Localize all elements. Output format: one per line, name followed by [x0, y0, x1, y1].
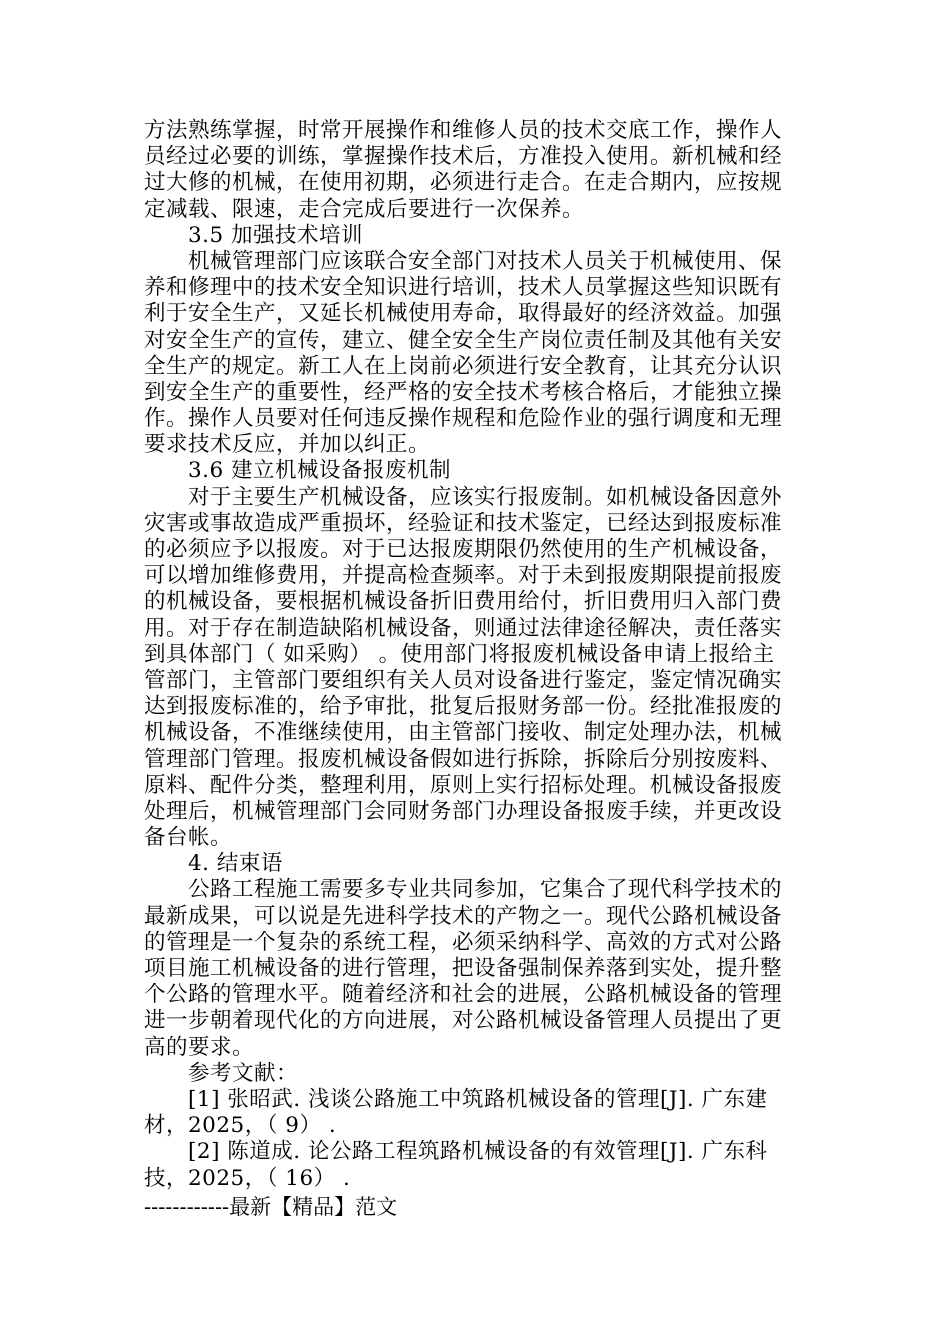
- text-line: 达到报废标准的，给予审批，批复后报财务部一份。经批准报废的: [144, 694, 783, 720]
- text-line: 管理部门管理。报废机械设备假如进行拆除，拆除后分别按废料、: [144, 746, 783, 772]
- text-line: [1] 张昭武. 浅谈公路施工中筑路机械设备的管理[J]. 广东建: [188, 1086, 768, 1112]
- text-line: 管部门，主管部门要组织有关人员对设备进行鉴定，鉴定情况确实: [144, 667, 783, 693]
- text-line: 最新成果，可以说是先进科学技术的产物之一。现代公路机械设备: [144, 903, 783, 929]
- text-line: 的必须应予以报废。对于已达报废期限仍然使用的生产机械设备，: [144, 537, 783, 562]
- text-line: 材，2025，（ 9） .: [144, 1113, 337, 1139]
- text-line: 可以增加维修费用，并提高检查频率。对于未到报废期限提前报废: [144, 563, 783, 589]
- text-line: 4. 结束语: [188, 851, 283, 877]
- text-line: 对于主要生产机械设备，应该实行报废制。如机械设备因意外: [188, 484, 783, 510]
- text-line: 项目施工机械设备的进行管理，把设备强制保养落到实处，提升整: [144, 956, 783, 981]
- text-line: 过大修的机械，在使用初期，必须进行走合。在走合期内，应按规: [144, 170, 783, 196]
- text-line: 机械设备，不准继续使用，由主管部门接收、制定处理办法，机械: [144, 720, 783, 746]
- text-line: 作。操作人员要对任何违反操作规程和危险作业的强行调度和无理: [144, 406, 783, 432]
- text-line: 的管理是一个复杂的系统工程，必须采纳科学、高效的方式对公路: [144, 929, 783, 955]
- text-line: 进一步朝着现代化的方向进展，对公路机械设备管理人员提出了更: [144, 1008, 783, 1034]
- text-line: [2] 陈道成. 论公路工程筑路机械设备的有效管理[J]. 广东科: [188, 1139, 768, 1165]
- text-line: 公路工程施工需要多专业共同参加，它集合了现代科学技术的: [188, 877, 783, 903]
- document-body: [144, 118, 806, 1192]
- text-line: 员经过必要的训练，掌握操作技术后，方准投入使用。新机械和经: [144, 144, 783, 170]
- text-line: 要求技术反应，并加以纠正。: [144, 432, 431, 458]
- text-line: 个公路的管理水平。随着经济和社会的进展，公路机械设备的管理: [144, 982, 783, 1008]
- text-line: 参考文献：: [188, 1060, 299, 1086]
- text-line: 3.6 建立机械设备报废机制: [188, 458, 452, 484]
- text-line: 灾害或事故造成严重损坏，经验证和技术鉴定，已经达到报废标准: [144, 510, 783, 536]
- text-line: 养和修理中的技术安全知识进行培训，技术人员掌握这些知识既有: [144, 275, 783, 301]
- text-line: 3.5 加强技术培训: [188, 222, 364, 248]
- text-line: 机械管理部门应该联合安全部门对技术人员关于机械使用、保: [188, 248, 783, 274]
- text-line: 高的要求。: [144, 1034, 255, 1060]
- footer-text: ------------最新【精品】范文: [144, 1195, 398, 1219]
- text-line: 原料、配件分类，整理利用，原则上实行招标处理。机械设备报废: [144, 772, 783, 798]
- text-line: 全生产的规定。新工人在上岗前必须进行安全教育，让其充分认识: [144, 353, 783, 379]
- text-line: 处理后，机械管理部门会同财务部门办理设备报废手续，并更改设: [144, 798, 783, 824]
- text-line: 方法熟练掌握，时常开展操作和维修人员的技术交底工作，操作人: [144, 118, 783, 143]
- text-line: 定减载、限速，走合完成后要进行一次保养。: [144, 196, 585, 222]
- text-line: 到安全生产的重要性，经严格的安全技术考核合格后，才能独立操: [144, 379, 783, 405]
- text-line: 利于安全生产，又延长机械使用寿命，取得最好的经济效益。加强: [144, 301, 783, 327]
- text-line: 的机械设备，要根据机械设备折旧费用给付，折旧费用归入部门费: [144, 589, 783, 615]
- text-line: 技，2025，（ 16） .: [144, 1165, 351, 1191]
- text-line: 对安全生产的宣传，建立、健全安全生产岗位责任制及其他有关安: [144, 327, 783, 353]
- text-line: 备台帐。: [144, 825, 233, 851]
- text-line: 到具体部门（ 如采购） 。使用部门将报废机械设备申请上报给主: [144, 641, 775, 667]
- text-line: 用。对于存在制造缺陷机械设备，则通过法律途径解决，责任落实: [144, 615, 783, 641]
